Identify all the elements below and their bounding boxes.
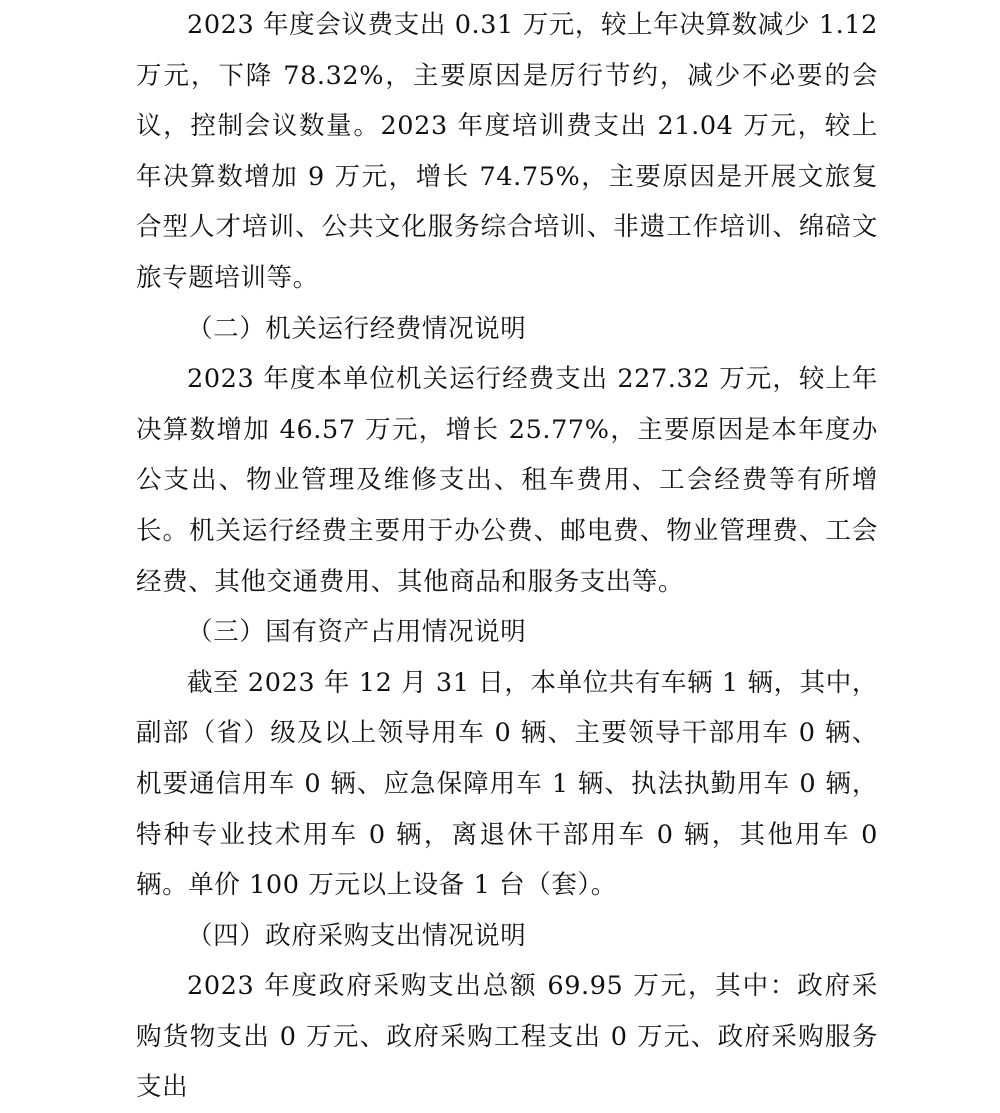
heading-state-assets: （三）国有资产占用情况说明 [187, 617, 527, 648]
heading-office-operating-funds: （二）机关运行经费情况说明 [187, 313, 527, 344]
heading-government-procurement: （四）政府采购支出情况说明 [187, 920, 527, 951]
paragraph-meeting-training-fees: 2023 年度会议费支出 0.31 万元，较上年决算数减少 1.12 万元，下降 78.32%，主要原因是厉行节约，减少不必要的会议，控制会议数量。2023 年度培训费支出 21.04 万元，较上年决算数增加 9 万元，增长 74.75%，主要原因是开展文旅复合型人才培训、公共文化服务综合培训、非遗工作培训、绵碚文旅专题培训等。 [136, 10, 878, 293]
document-page [136, 0, 878, 1113]
paragraph-state-assets: 截至 2023 年 12 月 31 日，本单位共有车辆 1 辆，其中，副部（省）级及以上领导用车 0 辆、主要领导干部用车 0 辆、机要通信用车 0 辆、应急保障用车 1 辆、执法执勤用车 0 辆，特种专业技术用车 0 辆，离退休干部用车 0 辆，其他用车 0 辆。单价 100 万元以上设备 1 台（套）。 [136, 667, 878, 901]
paragraph-office-operating-funds: 2023 年度本单位机关运行经费支出 227.32 万元，较上年决算数增加 46.57 万元，增长 25.77%，主要原因是本年度办公支出、物业管理及维修支出、租车费用、工会经费等有所增长。机关运行经费主要用于办公费、邮电费、物业管理费、工会经费、其他交通费用、其他商品和服务支出等。 [136, 364, 878, 597]
paragraph-government-procurement: 2023 年度政府采购支出总额 69.95 万元，其中：政府采购货物支出 0 万元、政府采购工程支出 0 万元、政府采购服务支出 [136, 971, 878, 1103]
